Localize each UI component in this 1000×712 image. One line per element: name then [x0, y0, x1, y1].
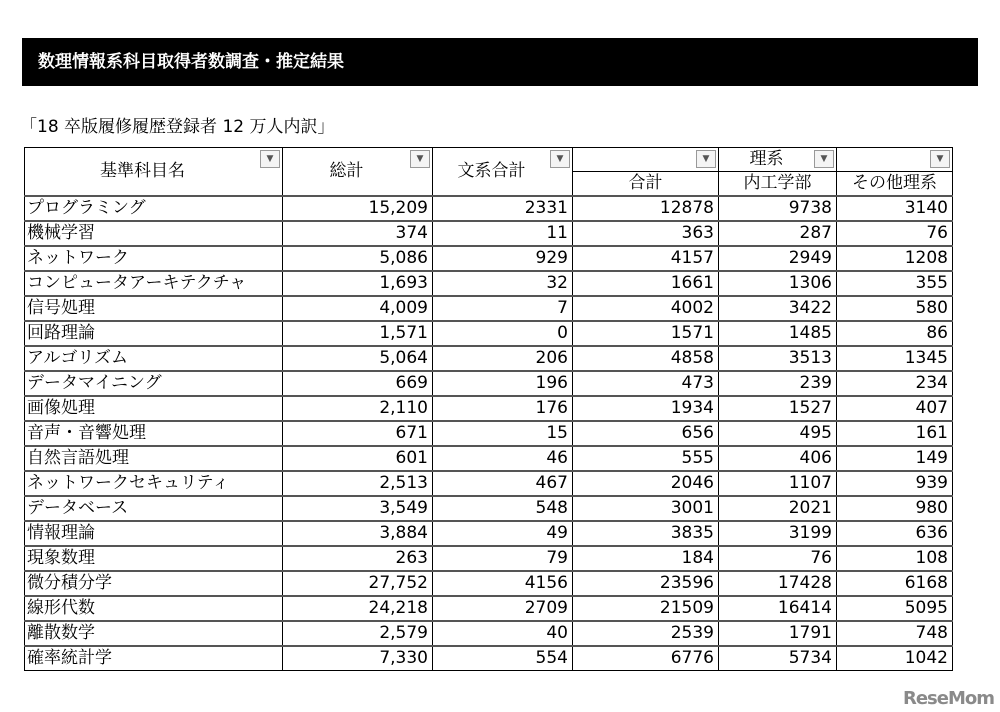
value-cell: 184	[573, 546, 719, 571]
subject-cell: ネットワークセキュリティ	[25, 471, 283, 496]
value-cell: 2539	[573, 621, 719, 646]
value-cell: 495	[719, 421, 837, 446]
value-cell: 1306	[719, 271, 837, 296]
value-cell: 234	[837, 371, 953, 396]
value-cell: 2021	[719, 496, 837, 521]
header-science-blank	[573, 148, 719, 172]
value-cell: 2,110	[283, 396, 433, 421]
value-cell: 3,884	[283, 521, 433, 546]
value-cell: 76	[837, 221, 953, 246]
value-cell: 636	[837, 521, 953, 546]
filter-dropdown-icon[interactable]: ▼	[930, 150, 950, 168]
value-cell: 49	[433, 521, 573, 546]
value-cell: 239	[719, 371, 837, 396]
value-cell: 1934	[573, 396, 719, 421]
table-subtitle: 「18 卒版履修履歴登録者 12 万人内訳」	[20, 117, 335, 137]
value-cell: 16414	[719, 596, 837, 621]
value-cell: 32	[433, 271, 573, 296]
value-cell: 108	[837, 546, 953, 571]
value-cell: 939	[837, 471, 953, 496]
table-row	[25, 246, 953, 271]
subject-cell: 現象数理	[25, 546, 283, 571]
value-cell: 1485	[719, 321, 837, 346]
subject-cell: 画像処理	[25, 396, 283, 421]
value-cell: 23596	[573, 571, 719, 596]
subject-cell: 微分積分学	[25, 571, 283, 596]
subject-cell: ネットワーク	[25, 246, 283, 271]
subject-cell: 線形代数	[25, 596, 283, 621]
value-cell: 601	[283, 446, 433, 471]
value-cell: 12878	[573, 196, 719, 221]
subject-cell: 離散数学	[25, 621, 283, 646]
value-cell: 11	[433, 221, 573, 246]
value-cell: 5734	[719, 646, 837, 671]
value-cell: 3513	[719, 346, 837, 371]
value-cell: 656	[573, 421, 719, 446]
filter-dropdown-icon[interactable]: ▼	[696, 150, 716, 168]
value-cell: 0	[433, 321, 573, 346]
resemom-logo: ReseMom	[902, 688, 994, 709]
value-cell: 980	[837, 496, 953, 521]
value-cell: 1791	[719, 621, 837, 646]
value-cell: 5,086	[283, 246, 433, 271]
value-cell: 24,218	[283, 596, 433, 621]
value-cell: 3,549	[283, 496, 433, 521]
value-cell: 4157	[573, 246, 719, 271]
value-cell: 669	[283, 371, 433, 396]
value-cell: 4858	[573, 346, 719, 371]
value-cell: 4002	[573, 296, 719, 321]
value-cell: 467	[433, 471, 573, 496]
table-row	[25, 421, 953, 446]
subject-cell: 音声・音響処理	[25, 421, 283, 446]
subject-cell: 信号処理	[25, 296, 283, 321]
value-cell: 1208	[837, 246, 953, 271]
value-cell: 149	[837, 446, 953, 471]
value-cell: 554	[433, 646, 573, 671]
value-cell: 5,064	[283, 346, 433, 371]
table-row	[25, 321, 953, 346]
table-row	[25, 346, 953, 371]
table-row	[25, 371, 953, 396]
header-science-group: 理系 ▼	[719, 148, 837, 172]
value-cell: 2,513	[283, 471, 433, 496]
filter-dropdown-icon[interactable]: ▼	[814, 150, 834, 168]
subject-cell: プログラミング	[25, 196, 283, 221]
value-cell: 2046	[573, 471, 719, 496]
value-cell: 1,571	[283, 321, 433, 346]
subject-cell: 機械学習	[25, 221, 283, 246]
value-cell: 15	[433, 421, 573, 446]
value-cell: 7,330	[283, 646, 433, 671]
table-row	[25, 271, 953, 296]
value-cell: 355	[837, 271, 953, 296]
value-cell: 3140	[837, 196, 953, 221]
value-cell: 15,209	[283, 196, 433, 221]
value-cell: 374	[283, 221, 433, 246]
value-cell: 407	[837, 396, 953, 421]
value-cell: 748	[837, 621, 953, 646]
value-cell: 1345	[837, 346, 953, 371]
value-cell: 6168	[837, 571, 953, 596]
value-cell: 40	[433, 621, 573, 646]
value-cell: 46	[433, 446, 573, 471]
table-row	[25, 571, 953, 596]
table-row	[25, 496, 953, 521]
value-cell: 287	[719, 221, 837, 246]
value-cell: 206	[433, 346, 573, 371]
value-cell: 196	[433, 371, 573, 396]
title-banner: 数理情報系科目取得者数調査・推定結果	[22, 38, 978, 86]
value-cell: 3422	[719, 296, 837, 321]
value-cell: 2,579	[283, 621, 433, 646]
table-row	[25, 596, 953, 621]
value-cell: 3199	[719, 521, 837, 546]
table-row	[25, 296, 953, 321]
value-cell: 2949	[719, 246, 837, 271]
data-table	[24, 147, 953, 671]
value-cell: 555	[573, 446, 719, 471]
value-cell: 1042	[837, 646, 953, 671]
subject-cell: アルゴリズム	[25, 346, 283, 371]
value-cell: 86	[837, 321, 953, 346]
value-cell: 3001	[573, 496, 719, 521]
table-row	[25, 446, 953, 471]
value-cell: 473	[573, 371, 719, 396]
value-cell: 671	[283, 421, 433, 446]
subject-cell: コンピュータアーキテクチャ	[25, 271, 283, 296]
value-cell: 5095	[837, 596, 953, 621]
table-row	[25, 221, 953, 246]
subject-cell: 情報理論	[25, 521, 283, 546]
table-row	[25, 196, 953, 221]
value-cell: 1527	[719, 396, 837, 421]
header-humanities-total: 文系合計 ▼	[433, 148, 573, 197]
value-cell: 1661	[573, 271, 719, 296]
subject-cell: データベース	[25, 496, 283, 521]
value-cell: 4,009	[283, 296, 433, 321]
value-cell: 2709	[433, 596, 573, 621]
value-cell: 6776	[573, 646, 719, 671]
table-row	[25, 471, 953, 496]
filter-dropdown-icon[interactable]: ▼	[550, 150, 570, 168]
value-cell: 929	[433, 246, 573, 271]
table-row	[25, 621, 953, 646]
value-cell: 17428	[719, 571, 837, 596]
value-cell: 176	[433, 396, 573, 421]
subject-cell: 回路理論	[25, 321, 283, 346]
value-cell: 9738	[719, 196, 837, 221]
value-cell: 1107	[719, 471, 837, 496]
header-science-blank-2	[837, 148, 953, 172]
value-cell: 580	[837, 296, 953, 321]
value-cell: 161	[837, 421, 953, 446]
filter-dropdown-icon[interactable]: ▼	[410, 150, 430, 168]
table-row	[25, 521, 953, 546]
header-other-science: その他理系	[837, 172, 953, 197]
value-cell: 263	[283, 546, 433, 571]
table-row	[25, 396, 953, 421]
table-row	[25, 646, 953, 671]
value-cell: 1,693	[283, 271, 433, 296]
header-science-total: 合計	[573, 172, 719, 197]
table-row	[25, 546, 953, 571]
header-engineering: 内工学部	[719, 172, 837, 197]
value-cell: 76	[719, 546, 837, 571]
value-cell: 2331	[433, 196, 573, 221]
value-cell: 4156	[433, 571, 573, 596]
subject-cell: 確率統計学	[25, 646, 283, 671]
value-cell: 21509	[573, 596, 719, 621]
value-cell: 548	[433, 496, 573, 521]
value-cell: 363	[573, 221, 719, 246]
value-cell: 406	[719, 446, 837, 471]
value-cell: 3835	[573, 521, 719, 546]
filter-dropdown-icon[interactable]: ▼	[260, 150, 280, 168]
subject-cell: データマイニング	[25, 371, 283, 396]
subject-cell: 自然言語処理	[25, 446, 283, 471]
value-cell: 1571	[573, 321, 719, 346]
value-cell: 27,752	[283, 571, 433, 596]
value-cell: 79	[433, 546, 573, 571]
header-total: 総計 ▼	[283, 148, 433, 197]
header-subject: 基準科目名 ▼	[25, 148, 283, 197]
value-cell: 7	[433, 296, 573, 321]
